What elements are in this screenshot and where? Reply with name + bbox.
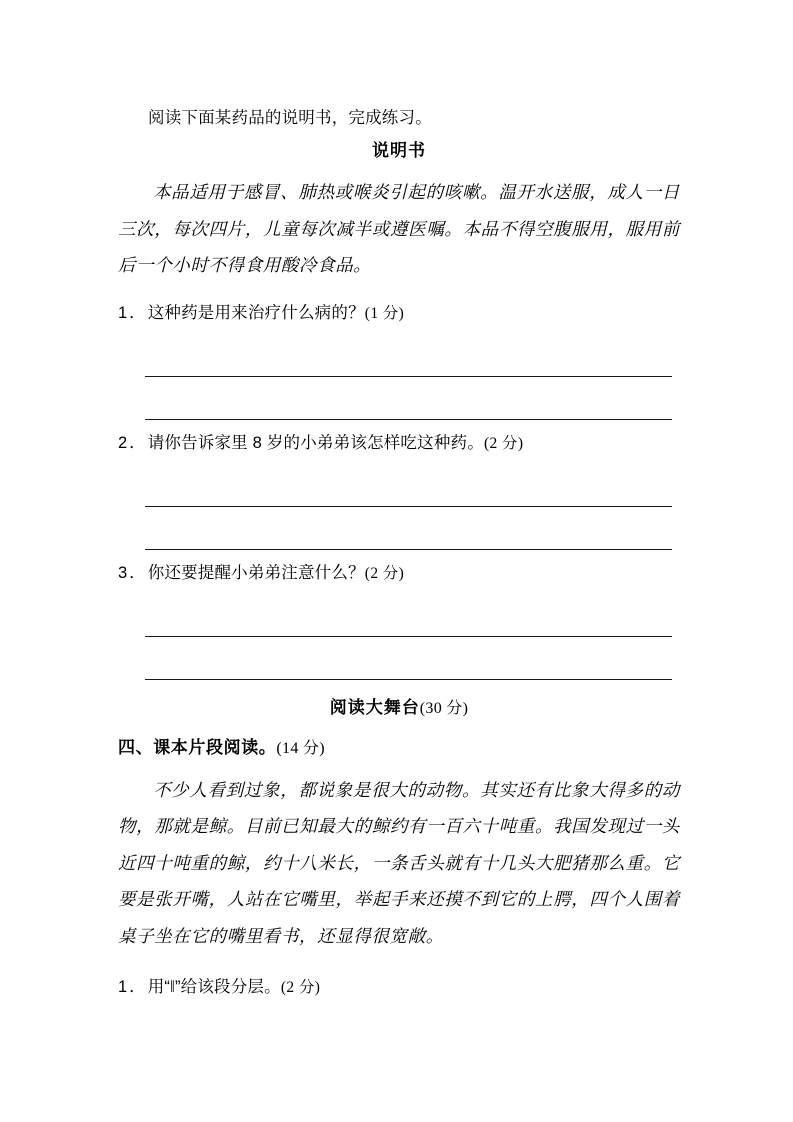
spacer <box>118 954 680 972</box>
spacer <box>118 420 680 428</box>
section-four-question-1-text-before: 用“ <box>147 978 171 996</box>
section-four-passage: 不少人看到过象，都说象是很大的动物。其实还有比象大得多的动物，那就是鲸。目前已知最大的鲸约有一百六十吨重。我国发现过一头近四十吨重的鲸，约十八米长，一条舌头就有十几头大肥猪那么重。它要是张开嘴，人站在它嘴里，举起手来还摸不到它的上腭，四个人围着桌子坐在它的嘴里看书，还显得很宽敞。 <box>118 779 680 946</box>
section-banner-title: 阅读大舞台 <box>329 697 420 717</box>
reading-task-instruction: 阅读下面某药品的说明书，完成练习。 <box>148 109 432 127</box>
spacer <box>118 284 680 298</box>
question-3-text: 你还要提醒小弟弟注意什么？ <box>147 563 365 582</box>
answer-line[interactable] <box>145 589 672 637</box>
section-banner-marks: (30 分) <box>419 699 469 717</box>
question-1-number: 1． <box>118 303 148 322</box>
question-2-number: 2． <box>118 433 148 452</box>
question-1-text: 这种药是用来治疗什么病的？ <box>147 303 365 322</box>
question-3 <box>118 558 680 589</box>
answer-line[interactable] <box>145 507 672 550</box>
spacer <box>118 550 680 558</box>
section-four-question-1-number: 1． <box>118 978 148 996</box>
answer-line[interactable] <box>145 459 672 507</box>
question-2-answer-area[interactable] <box>118 459 680 550</box>
question-3-answer-area[interactable] <box>118 589 680 680</box>
question-3-number: 3． <box>118 563 148 582</box>
leaflet-body-text: 本品适用于感冒、肺热或喉炎引起的咳嗽。温开水送服，成人一日三次，每次四片，儿童每次减半或遵医嘱。本品不得空腹服用，服用前后一个小时不得食用酸冷食品。 <box>118 182 680 275</box>
question-2-marks: (2 分) <box>483 434 524 452</box>
layer-divider-symbol: ‖ <box>170 977 175 996</box>
section-four-heading-text: 四、课本片段阅读。 <box>118 737 277 757</box>
section-banner-reading-stage <box>118 694 680 723</box>
page-content <box>118 104 680 1003</box>
section-four-question-1 <box>118 972 680 1003</box>
question-3-marks: (2 分) <box>364 564 405 582</box>
section-four-heading <box>118 733 680 764</box>
section-four-question-1-marks: (2 分) <box>280 979 321 996</box>
section-four-question-1-text-after: ”给该段分层。 <box>174 978 281 996</box>
answer-line[interactable] <box>145 637 672 680</box>
section-four-marks: (14 分) <box>276 739 325 757</box>
question-1-marks: (1 分) <box>364 304 405 322</box>
question-1-answer-area[interactable] <box>118 329 680 420</box>
question-2 <box>118 428 680 459</box>
answer-line[interactable] <box>145 329 672 377</box>
question-1 <box>118 298 680 329</box>
answer-line[interactable] <box>145 377 672 420</box>
question-2-text: 请你告诉家里 8 岁的小弟弟该怎样吃这种药。 <box>147 433 484 452</box>
leaflet-title: 说明书 <box>372 141 426 160</box>
